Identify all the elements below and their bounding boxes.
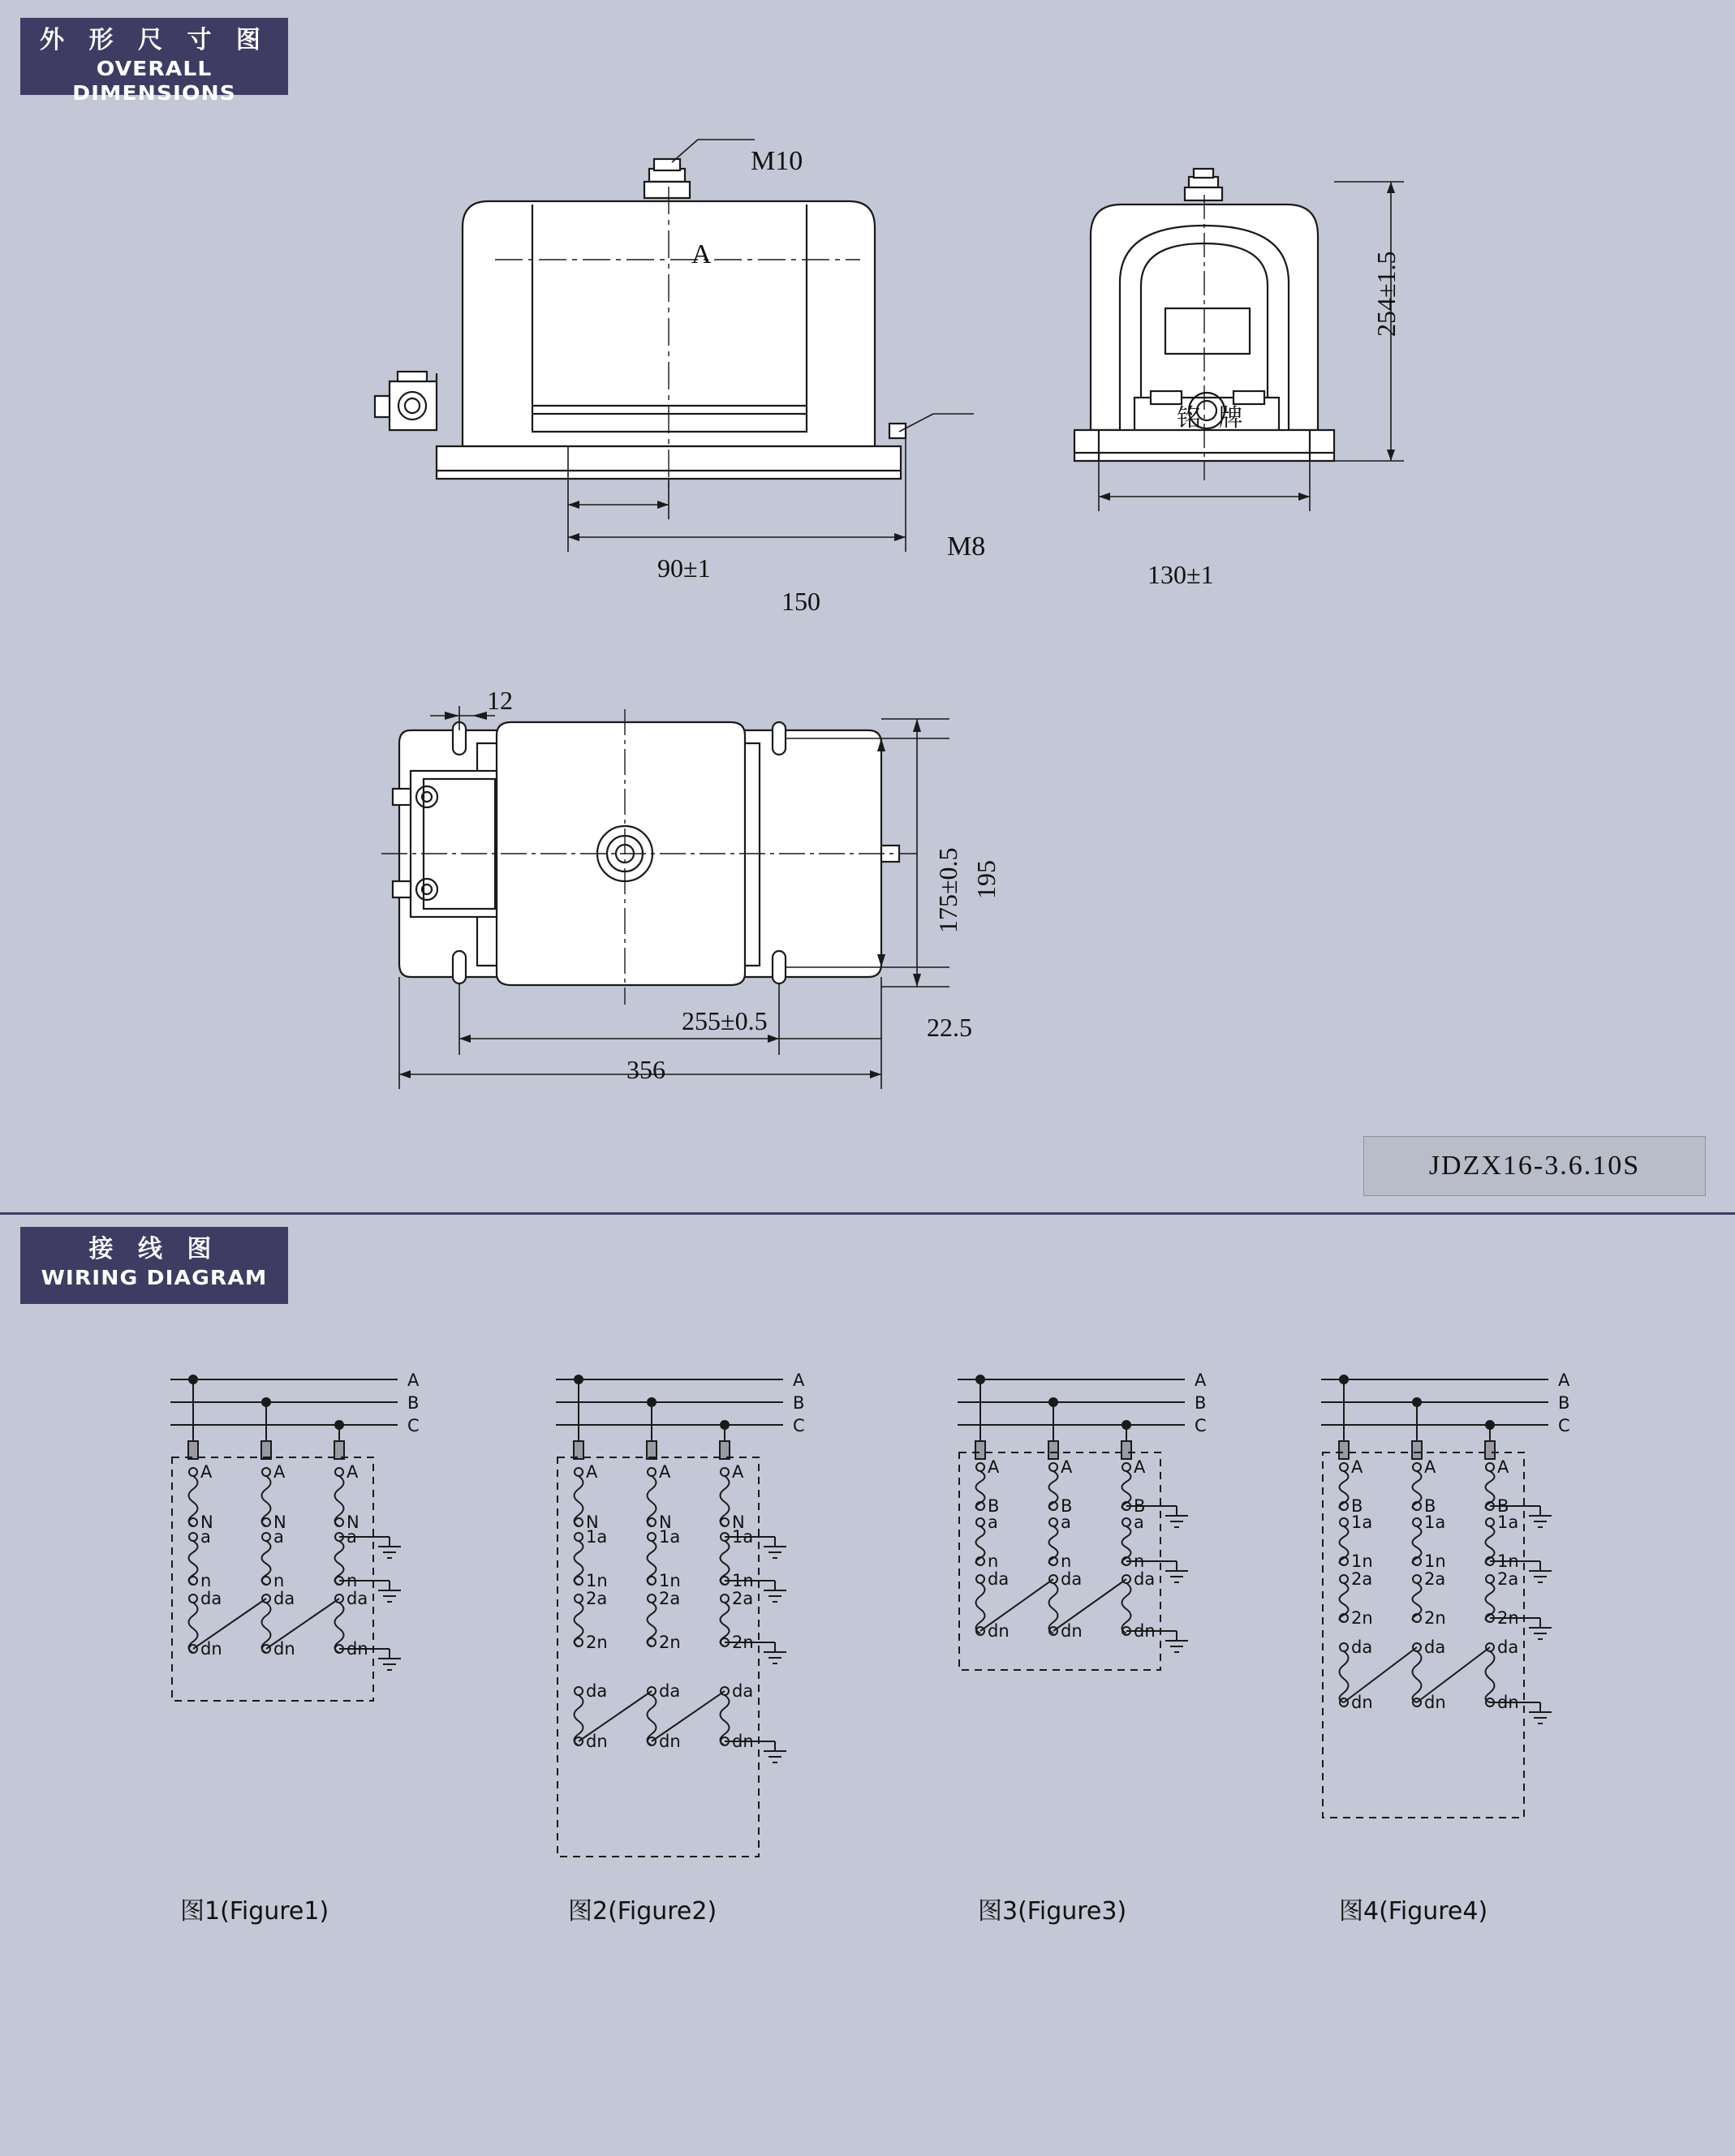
svg-text:B: B	[1195, 1393, 1207, 1413]
svg-text:1a: 1a	[1497, 1513, 1519, 1532]
svg-text:dn: dn	[732, 1732, 754, 1751]
svg-text:2a: 2a	[1424, 1569, 1446, 1589]
svg-text:1n: 1n	[732, 1571, 754, 1590]
svg-text:A: A	[1195, 1371, 1207, 1390]
svg-text:n: n	[988, 1551, 999, 1571]
svg-text:a: a	[1134, 1513, 1144, 1532]
wiring-figure-4	[1305, 1363, 1597, 1866]
svg-text:B: B	[1061, 1496, 1073, 1516]
svg-text:1a: 1a	[1351, 1513, 1373, 1532]
svg-text:da: da	[347, 1589, 368, 1608]
wiring-figure-3	[941, 1363, 1233, 1801]
svg-text:2a: 2a	[732, 1589, 754, 1608]
svg-text:a: a	[273, 1527, 284, 1547]
top-view-dim-12: 12	[487, 686, 513, 715]
svg-text:A: A	[1497, 1457, 1509, 1477]
svg-text:2n: 2n	[732, 1633, 754, 1652]
svg-text:dn: dn	[1497, 1693, 1519, 1712]
svg-text:da: da	[586, 1681, 608, 1701]
svg-text:a: a	[1061, 1513, 1071, 1532]
model-label-box	[1363, 1136, 1706, 1196]
svg-text:n: n	[273, 1571, 285, 1590]
svg-text:da: da	[988, 1569, 1010, 1589]
section-title-cn-2: 接 线 图	[88, 1235, 220, 1263]
top-view-dim-175: 175±0.5	[933, 847, 962, 933]
side-view-width-dim: 130±1	[1147, 560, 1214, 589]
model-label: JDZX16-3.6.10S	[1428, 1151, 1641, 1181]
side-view-nameplate-label: 铭 牌	[1177, 404, 1248, 432]
svg-text:1n: 1n	[1424, 1551, 1446, 1571]
top-view-drawing	[381, 698, 998, 1112]
svg-text:C: C	[1195, 1416, 1207, 1435]
svg-text:B: B	[1497, 1496, 1509, 1516]
svg-text:1n: 1n	[586, 1571, 608, 1590]
svg-text:A: A	[793, 1371, 805, 1390]
svg-text:B: B	[1351, 1496, 1363, 1516]
top-view-dim-255: 255±0.5	[682, 1006, 768, 1035]
svg-text:A: A	[200, 1462, 213, 1482]
svg-text:2n: 2n	[586, 1633, 608, 1652]
svg-text:A: A	[988, 1457, 1000, 1477]
svg-text:A: A	[659, 1462, 671, 1482]
side-view-height-dim: 254±1.5	[1371, 251, 1401, 337]
svg-text:B: B	[1558, 1393, 1570, 1413]
svg-text:da: da	[1424, 1637, 1446, 1657]
svg-text:da: da	[732, 1681, 754, 1701]
svg-text:N: N	[273, 1513, 286, 1532]
svg-text:da: da	[1134, 1569, 1156, 1589]
figure-2-caption: 图2(Figure2)	[568, 1897, 717, 1926]
svg-text:N: N	[732, 1513, 745, 1532]
svg-text:da: da	[1351, 1637, 1373, 1657]
svg-text:A: A	[1061, 1457, 1073, 1477]
top-view-dim-356: 356	[626, 1055, 665, 1084]
section-tag-overall-dimensions	[20, 18, 288, 105]
svg-text:da: da	[273, 1589, 295, 1608]
svg-text:C: C	[793, 1416, 805, 1435]
svg-text:dn: dn	[347, 1639, 368, 1659]
svg-text:1n: 1n	[659, 1571, 681, 1590]
svg-text:a: a	[988, 1513, 998, 1532]
svg-text:A: A	[1424, 1457, 1436, 1477]
top-view-dim-225: 22.5	[927, 1013, 972, 1042]
svg-text:1a: 1a	[1424, 1513, 1446, 1532]
section-tag-wiring-diagram	[20, 1227, 288, 1304]
svg-text:n: n	[1061, 1551, 1072, 1571]
svg-text:dn: dn	[1351, 1693, 1373, 1712]
front-view-dim-90: 90±1	[657, 553, 711, 583]
svg-text:B: B	[407, 1393, 420, 1413]
svg-text:A: A	[1558, 1371, 1570, 1390]
svg-text:B: B	[1424, 1496, 1436, 1516]
svg-text:A: A	[407, 1371, 420, 1390]
svg-text:n: n	[1134, 1551, 1145, 1571]
svg-text:dn: dn	[1061, 1621, 1083, 1641]
section-title-cn: 外 形 尺 寸 图	[40, 26, 269, 54]
front-view-m10-label: M10	[751, 146, 803, 176]
figure-3-caption: 图3(Figure3)	[978, 1897, 1127, 1926]
svg-text:a: a	[200, 1527, 211, 1547]
svg-text:2n: 2n	[1424, 1608, 1446, 1628]
svg-text:dn: dn	[1424, 1693, 1446, 1712]
svg-text:1a: 1a	[586, 1527, 608, 1547]
front-view-dim-150: 150	[781, 587, 820, 616]
svg-text:2n: 2n	[1497, 1608, 1519, 1628]
svg-text:da: da	[659, 1681, 681, 1701]
svg-text:1n: 1n	[1497, 1551, 1519, 1571]
svg-text:n: n	[200, 1571, 212, 1590]
svg-text:dn: dn	[273, 1639, 295, 1659]
section-title-en: OVERALL DIMENSIONS	[72, 57, 236, 105]
svg-text:dn: dn	[200, 1639, 222, 1659]
svg-text:C: C	[407, 1416, 420, 1435]
svg-text:N: N	[347, 1513, 359, 1532]
svg-text:A: A	[732, 1462, 744, 1482]
svg-text:a: a	[347, 1527, 357, 1547]
svg-text:N: N	[586, 1513, 599, 1532]
svg-text:A: A	[347, 1462, 359, 1482]
svg-text:2n: 2n	[1351, 1608, 1373, 1628]
svg-text:A: A	[273, 1462, 286, 1482]
svg-text:dn: dn	[659, 1732, 681, 1751]
svg-text:dn: dn	[586, 1732, 608, 1751]
section-divider	[0, 1212, 1735, 1215]
svg-text:da: da	[1061, 1569, 1083, 1589]
svg-text:N: N	[200, 1513, 213, 1532]
svg-text:2a: 2a	[1497, 1569, 1519, 1589]
side-view-drawing	[1063, 162, 1420, 592]
front-view-center-label: A	[691, 239, 712, 269]
section-title-en-2: WIRING DIAGRAM	[41, 1266, 268, 1289]
svg-text:B: B	[988, 1496, 1000, 1516]
figure-1-caption: 图1(Figure1)	[180, 1897, 329, 1926]
svg-text:da: da	[200, 1589, 222, 1608]
svg-text:da: da	[1497, 1637, 1519, 1657]
figure-4-caption: 图4(Figure4)	[1339, 1897, 1488, 1926]
svg-text:A: A	[1351, 1457, 1363, 1477]
svg-text:B: B	[1134, 1496, 1146, 1516]
svg-text:n: n	[347, 1571, 358, 1590]
svg-text:2a: 2a	[1351, 1569, 1373, 1589]
svg-text:1a: 1a	[732, 1527, 754, 1547]
top-view-dim-195: 195	[971, 860, 1001, 899]
svg-text:1n: 1n	[1351, 1551, 1373, 1571]
svg-text:C: C	[1558, 1416, 1570, 1435]
svg-text:2n: 2n	[659, 1633, 681, 1652]
svg-text:A: A	[1134, 1457, 1146, 1477]
front-view-m8-label: M8	[947, 531, 986, 562]
svg-text:N: N	[659, 1513, 672, 1532]
svg-text:B: B	[793, 1393, 805, 1413]
svg-text:dn: dn	[988, 1621, 1010, 1641]
svg-text:A: A	[586, 1462, 598, 1482]
svg-text:1a: 1a	[659, 1527, 681, 1547]
svg-text:2a: 2a	[586, 1589, 608, 1608]
svg-text:2a: 2a	[659, 1589, 681, 1608]
wiring-figure-1	[154, 1363, 446, 1801]
svg-text:dn: dn	[1134, 1621, 1156, 1641]
wiring-figure-2	[540, 1363, 832, 1899]
